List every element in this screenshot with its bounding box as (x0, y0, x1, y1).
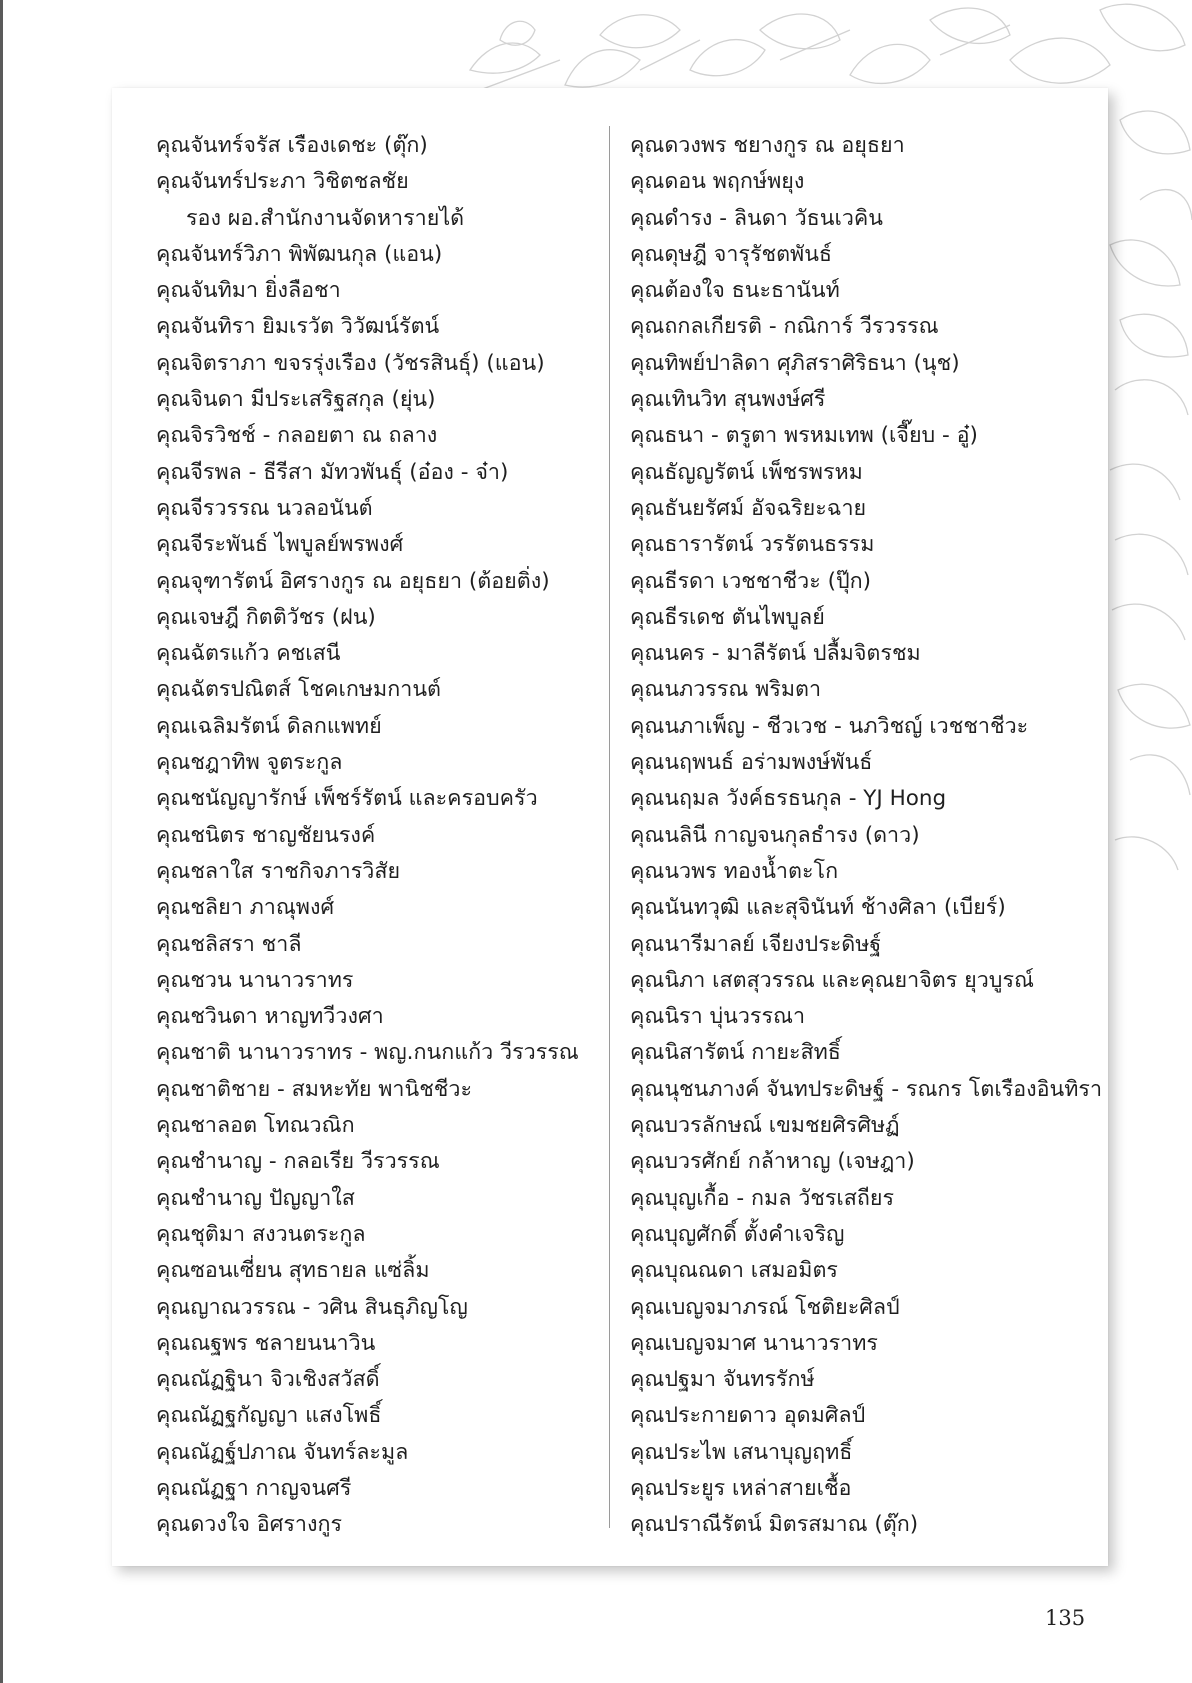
list-item: คุณนภาเพ็ญ - ชีวเวช - นภวิชญ์ เวชชาชีวะ (630, 713, 1029, 739)
list-item: คุณฉัตรแก้ว คชเสนี (156, 641, 341, 667)
list-item: คุณชาติ นานาวราทร - พญ.กนกแก้ว วีรวรรณ (156, 1040, 579, 1066)
list-item: คุณชนัญญารักษ์ เพ็ชร์รัตน์ และครอบครัว (156, 786, 538, 812)
list-item: คุณณัฏฐา กาญจนศรี (156, 1475, 352, 1501)
list-item: คุณนฤมล วังค์ธรธนกุล - YJ Hong (630, 786, 947, 812)
list-item: คุณจิตราภา ขจรรุ่งเรือง (วัชรสินธุ์) (แอน) (156, 350, 545, 376)
list-item: คุณเบญจมาภรณ์ โชติยะศิลป์ (630, 1294, 900, 1320)
list-item: คุณธันยรัศม์ อัจฉริยะฉาย (630, 495, 867, 521)
list-item: คุณชำนาญ - กลอเรีย วีรวรรณ (156, 1149, 440, 1175)
list-item: คุณธีรดา เวชชาชีวะ (ปุ๊ก) (630, 568, 872, 594)
list-item: คุณชุติมา สงวนตระกูล (156, 1221, 366, 1247)
list-item: คุณดำรง - ลินดา วัธนเวคิน (630, 205, 883, 231)
list-item: คุณชนิตร ชาญชัยนรงค์ (156, 822, 376, 848)
list-item: คุณนลินี กาญจนกุลธำรง (ดาว) (630, 822, 920, 848)
list-item: คุณนวพร ทองน้ำตะโก (630, 858, 839, 884)
list-item: คุณเบญจมาศ นานาวราทร (630, 1330, 878, 1356)
list-item: คุณเจษฎี กิตติวัชร (ฝน) (156, 604, 376, 630)
list-item: คุณจันทิรา ยิมเรวัต วิวัฒน์รัตน์ (156, 314, 440, 340)
list-item: คุณชำนาญ ปัญญาใส (156, 1185, 355, 1211)
list-item: คุณธีรเดช ตันไพบูลย์ (630, 604, 825, 630)
list-item: คุณชาติชาย - สมหะทัย พานิชชีวะ (156, 1076, 473, 1102)
list-item: คุณดอน พฤกษ์พยุง (630, 169, 805, 195)
list-item: คุณจินดา มีประเสริฐสกุล (ยุ่น) (156, 387, 436, 413)
list-item: คุณบวรศักย์ กล้าหาญ (เจษฎา) (630, 1149, 915, 1175)
list-item: คุณจีรวรรณ นวลอนันต์ (156, 495, 373, 521)
list-item: คุณธารารัตน์ วรรัตนธรรม (630, 532, 875, 558)
list-item: คุณจีระพันธ์ ไพบูลย์พรพงศ์ (156, 532, 404, 558)
list-item: คุณธัญญรัตน์ เพ็ชรพรหม (630, 459, 863, 485)
list-item: คุณนิสารัตน์ กายะสิทธิ์ (630, 1040, 841, 1066)
list-item: คุณปฐมา จันทรรักษ์ (630, 1367, 815, 1393)
list-item: คุณจีรพล - ธีรีสา มัทวพันธุ์ (อ๋อง - จ๋า) (156, 459, 509, 485)
list-item: คุณชลาใส ราชกิจภารวิสัย (156, 858, 401, 884)
list-item: คุณจันทร์จรัส เรืองเดชะ (ตุ๊ก) (156, 133, 428, 158)
content-card (112, 88, 1108, 1566)
right-column (630, 128, 1102, 1544)
list-item: คุณประไพ เสนาบุญฤทธิ์ (630, 1439, 853, 1465)
list-item: คุณถกลเกียรติ - กณิการ์ วีรวรรณ (630, 314, 939, 340)
list-item: คุณชฎาทิพ จูตระกูล (156, 750, 343, 776)
list-item: คุณนฤพนธ์ อร่ามพงษ์พันธ์ (630, 750, 873, 776)
page-number: 135 (1045, 1606, 1086, 1630)
list-item: คุณณัฏฐินา จิวเชิงสวัสดิ์ (156, 1367, 380, 1393)
list-item: คุณชวินดา หาญทวีวงศา (156, 1004, 384, 1030)
list-item: คุณจิรวิชช์ - กลอยตา ณ ถลาง (156, 423, 438, 449)
list-item: คุณณัฏฐกัญญา แสงโพธิ์ (156, 1403, 382, 1429)
list-item: คุณดวงใจ อิศรางกูร (156, 1512, 343, 1538)
list-item: คุณเฉลิมรัตน์ ดิลกแพทย์ (156, 713, 382, 739)
list-item: คุณนคร - มาลีรัตน์ ปลื้มจิตรชม (630, 641, 921, 667)
list-item: คุณบุญเกื้อ - กมล วัชรเสถียร (630, 1185, 895, 1211)
left-column (156, 128, 579, 1544)
list-item-subtitle: รอง ผอ.สำนักงานจัดหารายได้ (186, 205, 465, 231)
list-item: คุณซอนเซี่ยน สุทธายล แซ่ลิ้ม (156, 1258, 430, 1284)
list-item: คุณนิรา บุ่นวรรณา (630, 1004, 806, 1030)
list-item: คุณประยูร เหล่าสายเชื้อ (630, 1475, 852, 1501)
list-item: คุณนิภา เสตสุวรรณ และคุณยาจิตร ยุวบูรณ์ (630, 967, 1034, 993)
list-item: คุณฉัตรปณิตส์ โชคเกษมกานต์ (156, 677, 441, 703)
list-item: คุณบุญศักดิ์ ตั้งคำเจริญ (630, 1221, 845, 1247)
list-item: คุณณัฏฐ์ปภาณ จันทร์ละมูล (156, 1439, 409, 1465)
list-item: คุณต้องใจ ธนะธานันท์ (630, 278, 840, 304)
list-item: คุณจันทร์ประภา วิชิตชลชัย (156, 169, 409, 195)
list-item: คุณบวรลักษณ์ เขมชยศิรศิษฏ์ (630, 1113, 900, 1139)
list-item: คุณบุณณดา เสมอมิตร (630, 1258, 838, 1284)
list-item: คุณธนา - ตรูตา พรหมเทพ (เจี๊ยบ - อู๋) (630, 423, 978, 449)
list-item: คุณจันทร์วิภา พิพัฒนกุล (แอน) (156, 241, 443, 267)
list-item: คุณเทินวิท สุนพงษ์ศรี (630, 387, 826, 413)
list-item: คุณปราณีรัตน์ มิตรสมาณ (ตุ๊ก) (630, 1512, 919, 1538)
list-item: คุณนารีมาลย์ เจียงประดิษฐ์ (630, 931, 882, 957)
list-item: คุณจันทิมา ยิ่งลือชา (156, 278, 341, 304)
list-item: คุณประกายดาว อุดมศิลป์ (630, 1403, 866, 1429)
list-item: คุณณฐพร ชลายนนาวิน (156, 1330, 376, 1356)
list-item: คุณชวน นานาวราทร (156, 967, 354, 993)
list-item: คุณนภวรรณ พริมตา (630, 677, 822, 703)
list-item: คุณทิพย์ปาลิดา ศุภิสราศิริธนา (นุช) (630, 350, 960, 376)
list-item: คุณญาณวรรณ - วศิน สินธุภิญโญ (156, 1294, 468, 1320)
list-item: คุณดวงพร ชยางกูร ณ อยุธยา (630, 133, 905, 158)
list-item: คุณดุษฎี จารุรัชตพันธ์ (630, 241, 833, 267)
list-item: คุณนุชนภางค์ จันทประดิษฐ์ - รณกร โตเรืองอินทิรา (630, 1076, 1103, 1102)
list-item: คุณชาลอต โทณวณิก (156, 1113, 355, 1139)
column-divider (609, 126, 610, 1528)
list-item: คุณชลิยา ภาณุพงศ์ (156, 895, 335, 921)
list-item: คุณชลิสรา ชาลี (156, 931, 302, 957)
list-item: คุณจุฑารัตน์ อิศรางกูร ณ อยุธยา (ต้อยติ่ง) (156, 568, 550, 594)
list-item: คุณนันทวุฒิ และสุจินันท์ ช้างศิลา (เบียร์) (630, 895, 1006, 921)
